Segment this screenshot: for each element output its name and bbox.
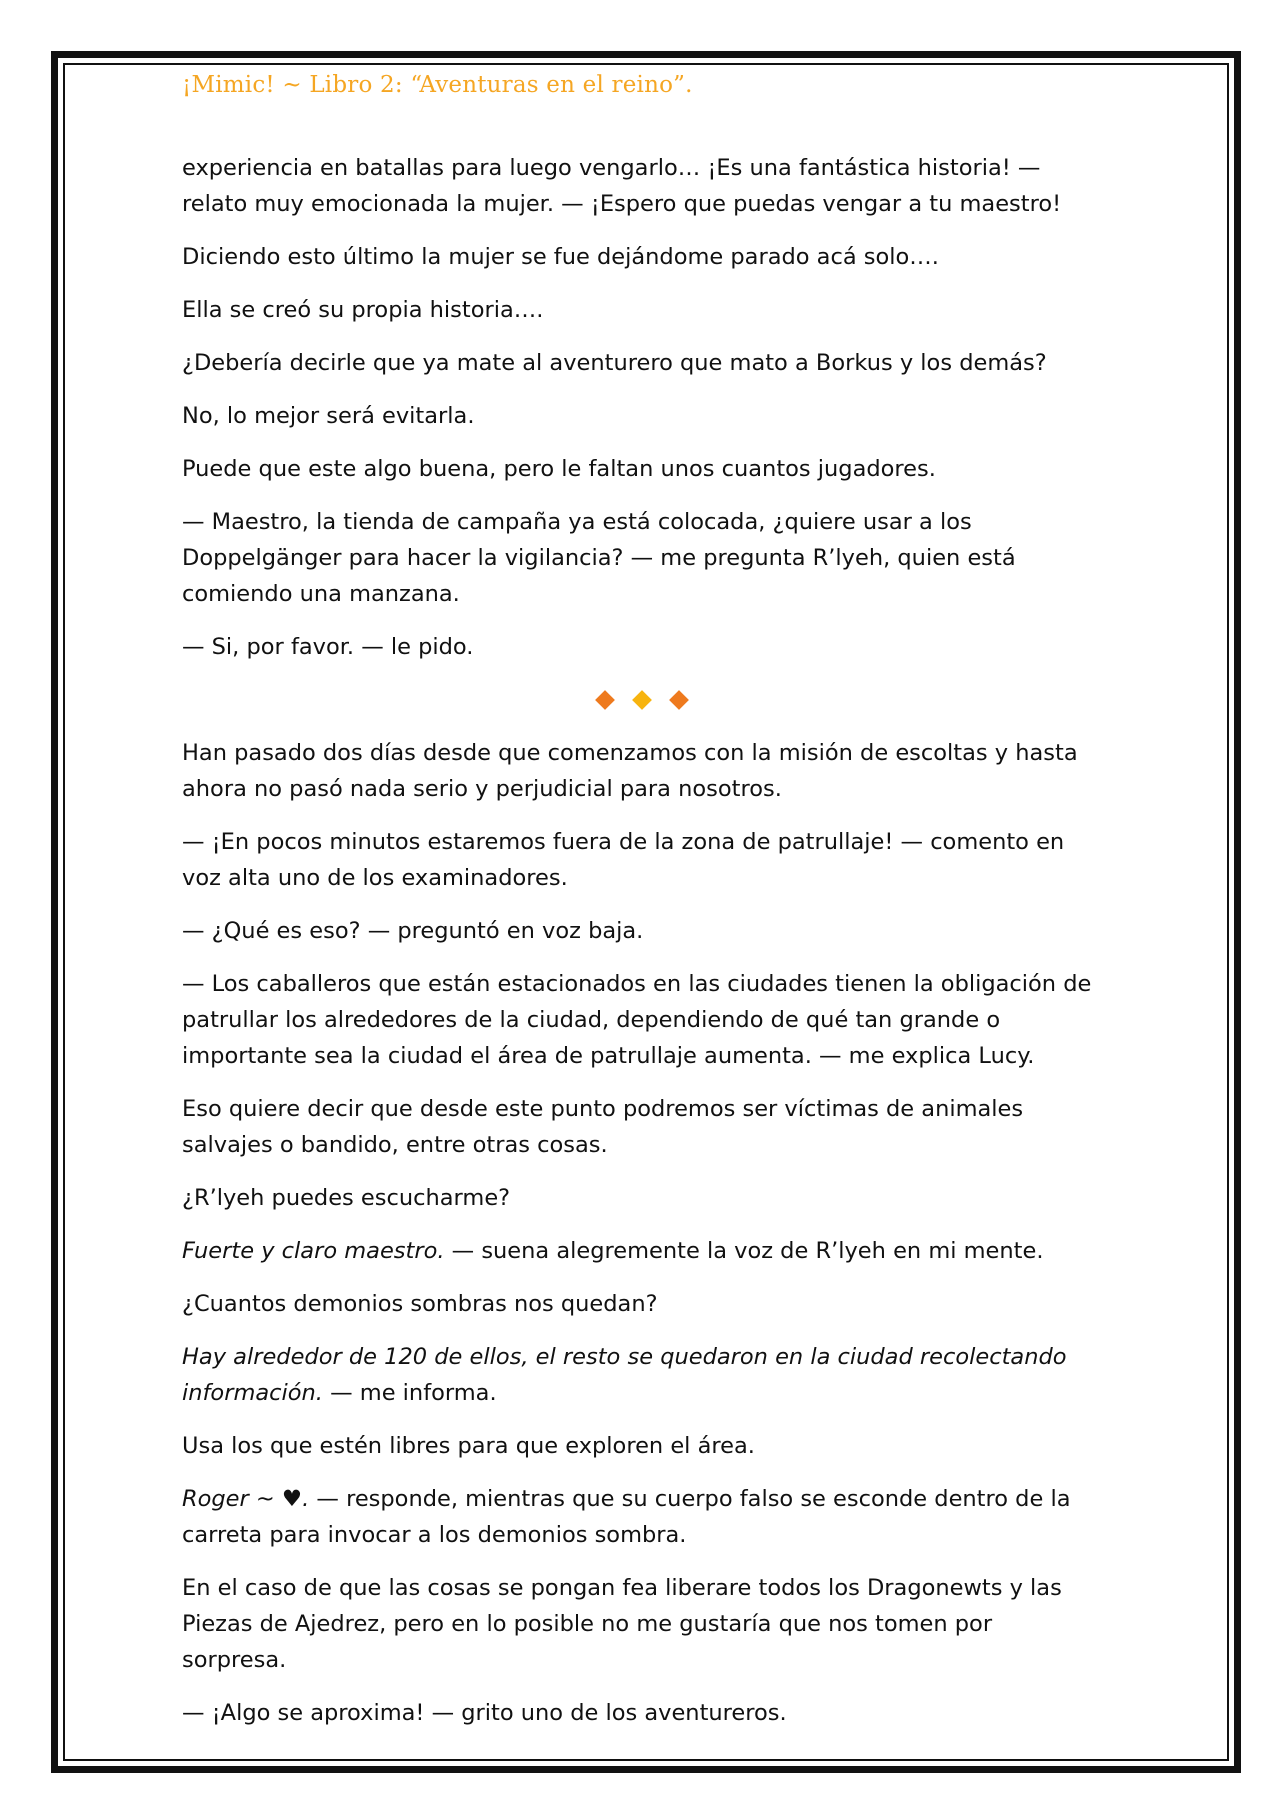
paragraph: — Los caballeros que están estacionados en las ciudades tienen la obligación de patrullar los alrededores de la ciudad, dependiendo de qué tan grande o importante sea la ciudad el área de patrullaje aumenta. — me explica Lucy. bbox=[182, 971, 1092, 1069]
paragraph bbox=[182, 1481, 1102, 1553]
narration: — me informa. bbox=[322, 1380, 497, 1406]
paragraph: Usa los que estén libres para que exploren el área. bbox=[182, 1433, 755, 1459]
paragraph: Eso quiere decir que desde este punto podremos ser víctimas de animales salvajes o bandido, entre otras cosas. bbox=[182, 1096, 1024, 1158]
telepathic-speech: Roger ~ ♥. bbox=[182, 1486, 310, 1512]
paragraph: — ¡Algo se aproxima! — grito uno de los aventureros. bbox=[182, 1700, 787, 1726]
paragraph: Ella se creó su propia historia…. bbox=[182, 297, 544, 323]
paragraph: Puede que este algo buena, pero le faltan unos cuantos jugadores. bbox=[182, 456, 936, 482]
paragraph: — Si, por favor. — le pido. bbox=[182, 634, 474, 660]
paragraph: ¿Cuantos demonios sombras nos quedan? bbox=[182, 1291, 658, 1317]
diamond-icon bbox=[632, 690, 652, 710]
scene-break-separator bbox=[182, 682, 1102, 718]
paragraph: — ¡En pocos minutos estaremos fuera de la zona de patrullaje! — comento en voz alta uno de los examinadores. bbox=[182, 829, 1065, 891]
paragraph: — Maestro, la tienda de campaña ya está colocada, ¿quiere usar a los Doppelgänger para hacer la vigilancia? — me pregunta R’lyeh, quien está comiendo una manzana. bbox=[182, 509, 1016, 607]
paragraph: ¿R’lyeh puedes escucharme? bbox=[182, 1185, 511, 1211]
diamond-icon bbox=[595, 690, 615, 710]
paragraph: Diciendo esto último la mujer se fue dejándome parado acá solo…. bbox=[182, 244, 939, 270]
paragraph: ¿Debería decirle que ya mate al aventurero que mato a Borkus y los demás? bbox=[182, 350, 1047, 376]
paragraph bbox=[182, 1339, 1102, 1411]
body-text bbox=[182, 150, 1102, 1748]
narration: — responde, mientras que su cuerpo falso se esconde dentro de la carreta para invocar a los demonios sombra. bbox=[182, 1486, 1071, 1548]
narration: — suena alegremente la voz de R’lyeh en mi mente. bbox=[444, 1238, 1044, 1264]
paragraph: Han pasado dos días desde que comenzamos con la misión de escoltas y hasta ahora no pasó nada serio y perjudicial para nosotros. bbox=[182, 740, 1078, 802]
paragraph: experiencia en batallas para luego vengarlo… ¡Es una fantástica historia! — relato muy emocionada la mujer. — ¡Espero que puedas vengar a tu maestro! bbox=[182, 155, 1062, 217]
paragraph: — ¿Qué es eso? — preguntó en voz baja. bbox=[182, 918, 644, 944]
telepathic-speech: Hay alrededor de 120 de ellos, el resto se quedaron en la ciudad recolectando información. bbox=[182, 1344, 1067, 1406]
paragraph: En el caso de que las cosas se pongan fea liberare todos los Dragonewts y las Piezas de Ajedrez, pero en lo posible no me gustaría que nos tomen por sorpresa. bbox=[182, 1575, 1062, 1673]
diamond-icon bbox=[669, 690, 689, 710]
paragraph: No, lo mejor será evitarla. bbox=[182, 403, 475, 429]
paragraph bbox=[182, 1233, 1102, 1269]
telepathic-speech: Fuerte y claro maestro. bbox=[182, 1238, 445, 1264]
running-header: ¡Mimic! ~ Libro 2: “Aventuras en el reino”. bbox=[182, 72, 693, 98]
